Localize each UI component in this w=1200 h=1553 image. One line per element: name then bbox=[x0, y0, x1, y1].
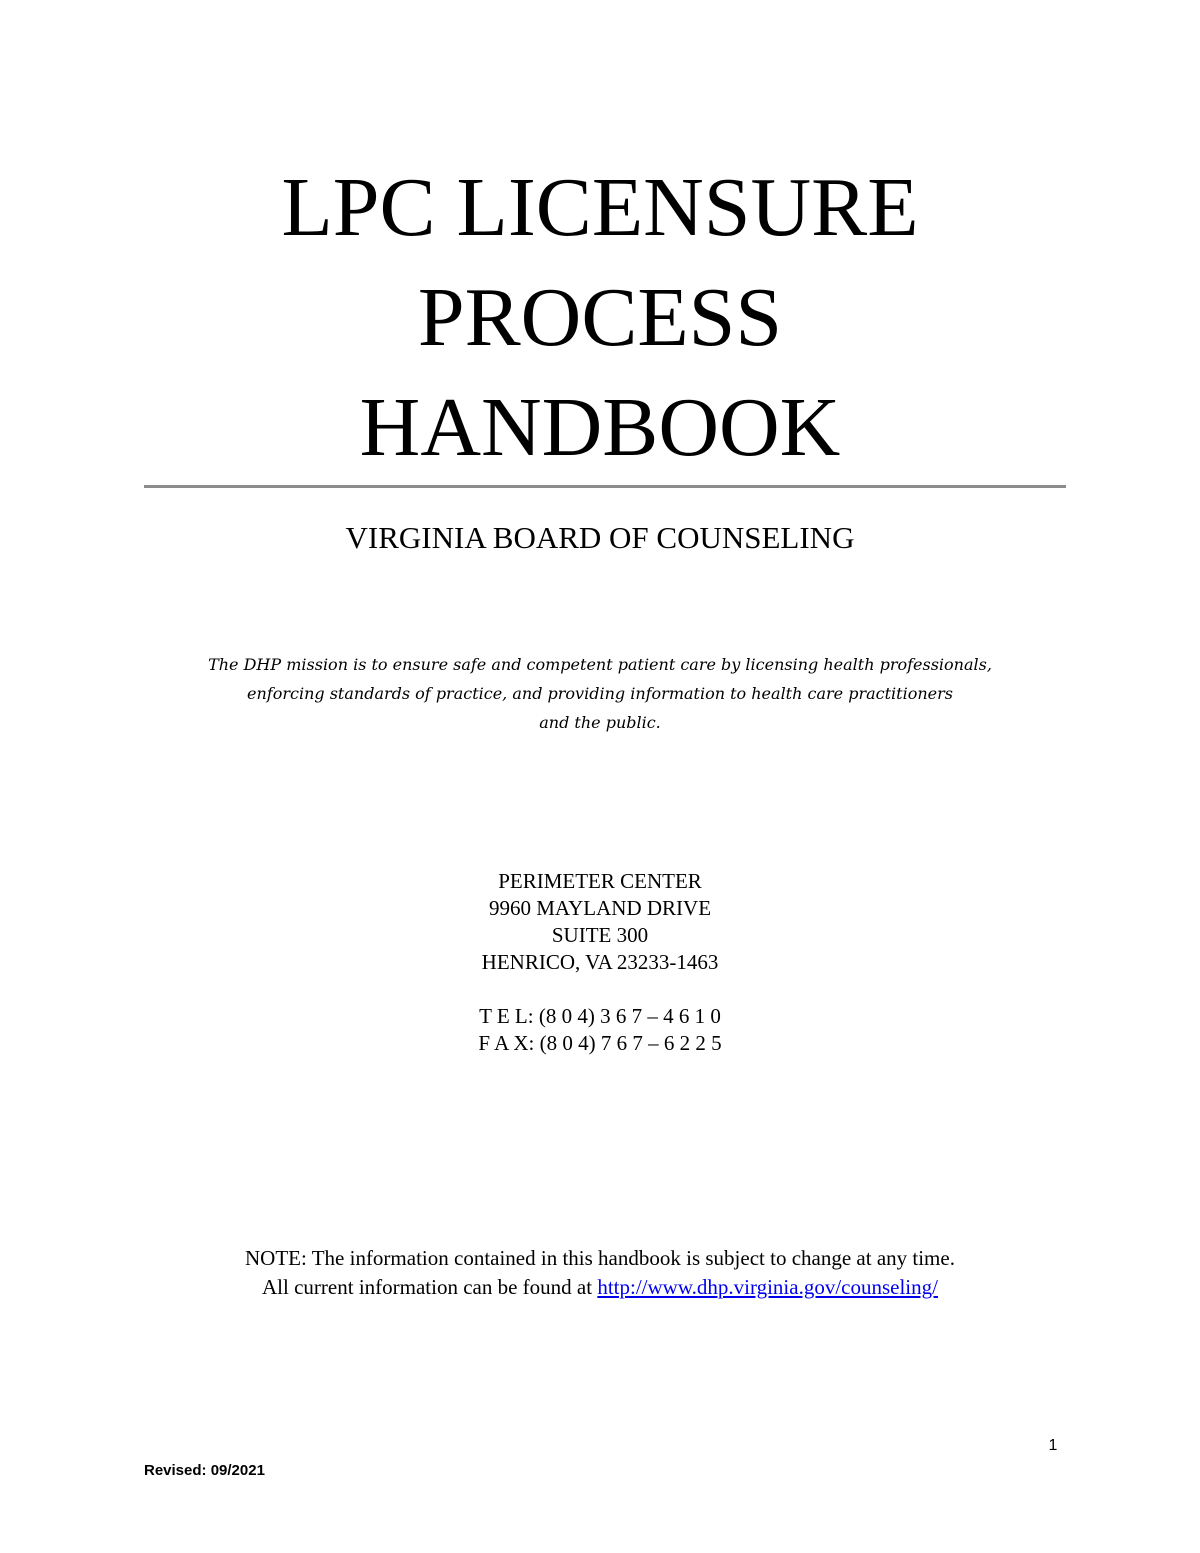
address-line-2: 9960 MAYLAND DRIVE bbox=[488, 896, 712, 920]
revised-date: Revised: 09/2021 bbox=[144, 1462, 265, 1479]
note-line-2-prefix: All current information can be found at bbox=[262, 1275, 598, 1299]
address-spacer bbox=[0, 976, 1200, 1003]
counseling-website-link[interactable]: http://www.dhp.virginia.gov/counseling/ bbox=[597, 1275, 938, 1299]
title-line-3: HANDBOOK bbox=[359, 381, 841, 474]
mission-line-1: The DHP mission is to ensure safe and competent patient care by licensing health professionals, bbox=[208, 655, 992, 674]
address-line-1: PERIMETER CENTER bbox=[498, 869, 702, 893]
note-line-1: NOTE: The information contained in this handbook is subject to change at any time. bbox=[245, 1246, 955, 1270]
fax: F A X: (8 0 4) 7 6 7 – 6 2 2 5 bbox=[478, 1031, 722, 1055]
board-name: VIRGINIA BOARD OF COUNSELING bbox=[345, 520, 855, 555]
mission-line-3: and the public. bbox=[539, 713, 661, 732]
page-number: 1 bbox=[1048, 1437, 1058, 1454]
mission-line-2: enforcing standards of practice, and providing information to health care practitioners bbox=[247, 684, 953, 703]
title-line-2: PROCESS bbox=[417, 271, 783, 364]
address-block bbox=[0, 868, 1200, 1057]
note-block bbox=[0, 1244, 1200, 1302]
title-line-1: LPC LICENSURE bbox=[281, 161, 919, 254]
mission-statement bbox=[0, 650, 1200, 737]
address-line-4: HENRICO, VA 23233-1463 bbox=[481, 950, 719, 974]
note-line-2 bbox=[0, 1273, 1200, 1302]
telephone: T E L: (8 0 4) 3 6 7 – 4 6 1 0 bbox=[479, 1004, 721, 1028]
address-line-3: SUITE 300 bbox=[551, 923, 649, 947]
horizontal-divider bbox=[144, 485, 1066, 488]
